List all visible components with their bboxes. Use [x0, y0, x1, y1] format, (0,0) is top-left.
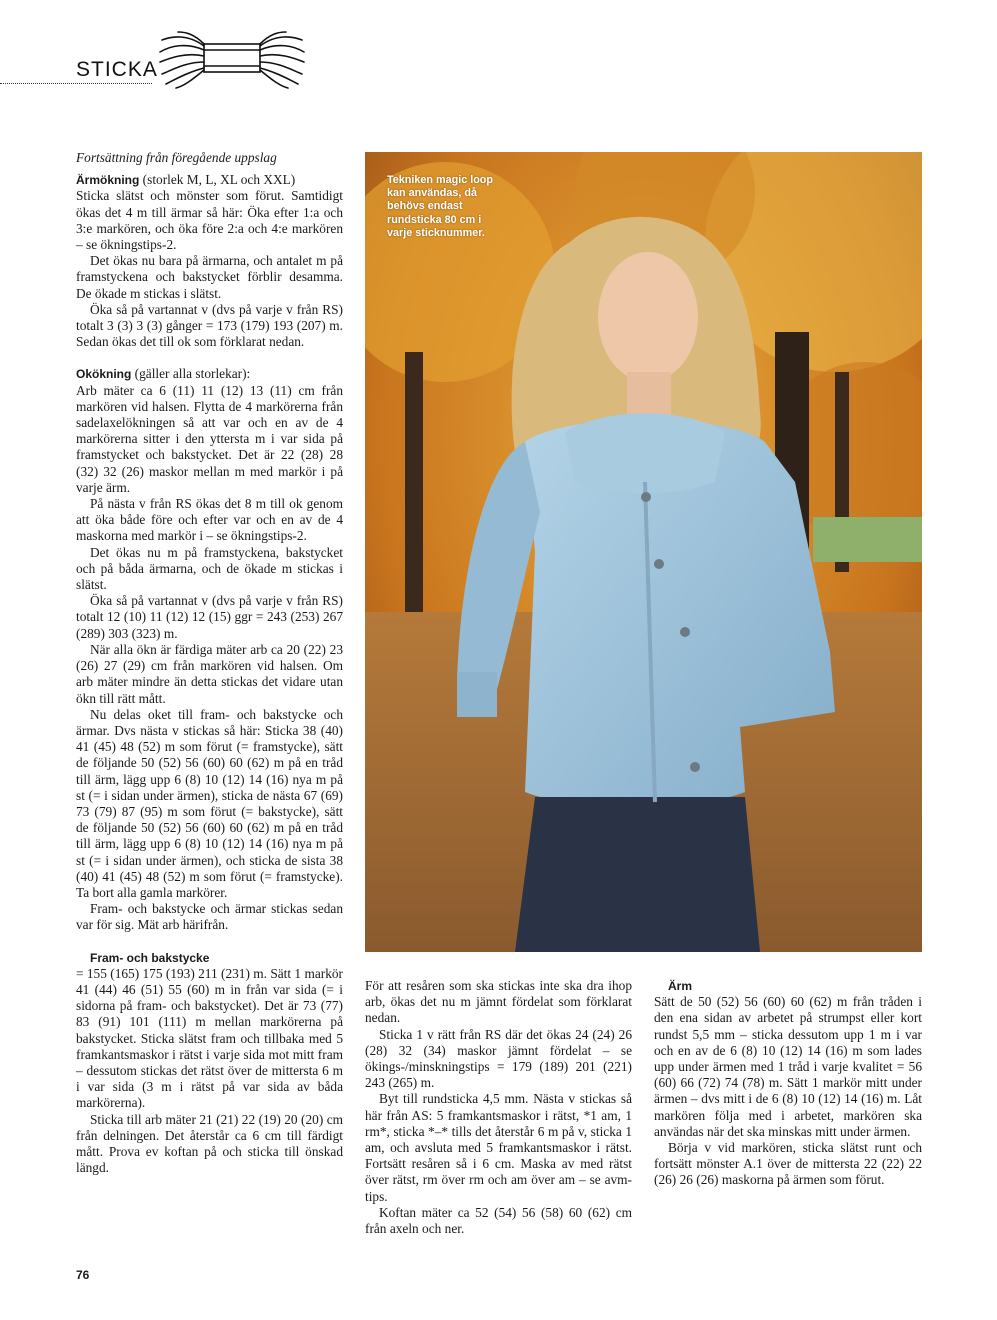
paragraph: Sätt de 50 (52) 56 (60) 60 (62) m från tråden i den ena sidan av arbetet på strumpst eller kort rundst 5,5 mm – sticka dessutom upp 1 m i var och en av de 6 (8) 10 (12) 14 (16) m som lades upp under ärmen med 1 tråd i varje kvalitet = 56 (60) 66 (72) 74 (78) m. Sätt 1 markör mitt under ärmen – dvs mitt i de 6 (8) 10 (12) 14 (16) m. Låt markören följa med i arbetet, markören ska användas när det ska minskas mitt under ärmen. [654, 994, 922, 1139]
text-column-1 [76, 150, 343, 1176]
heading-armokning: Ärmökning [76, 173, 140, 188]
text-column-2 [365, 978, 632, 1237]
model-photo [365, 152, 922, 952]
paragraph: Fram- och bakstycke och ärmar stickas sedan var för sig. Mät arb härifrån. [76, 901, 343, 933]
yarn-skein-icon [158, 30, 306, 90]
paragraph: Börja v vid markören, sticka slätst runt och fortsätt mönster A.1 över de mittersta 22 (22) 22 (26) 26 (26) maskorna på ärmen som förut. [654, 1140, 922, 1188]
heading-okokning: Okökning [76, 367, 132, 382]
paragraph: = 155 (165) 175 (193) 211 (231) m. Sätt 1 markör 41 (44) 46 (51) 55 (60) m in från var sida (= i sidorna på fram- och bakstycket). Det är 73 (77) 83 (91) 101 (111) m mellan markörerna på bakstycket. Sticka slätst fram och tillbaka med 5 framkantsmaskor i rätst i varje sida mot mitt fram – dessutom stickas det rätst över de mittersta 6 m i var sida (3 m i rätst på var sida av båda markörerna). [76, 965, 343, 1111]
page-number: 76 [76, 1268, 90, 1282]
paragraph: Koftan mäter ca 52 (54) 56 (58) 60 (62) cm från axeln och ner. [365, 1204, 632, 1237]
heading-arm: Ärm [668, 979, 693, 993]
paragraph: Det ökas nu bara på ärmarna, och antalet m på framstyckena och bakstycket förblir desamma. De ökade m stickas i slätst. [76, 253, 343, 301]
paragraph: Nu delas oket till fram- och bakstycke och ärmar. Dvs nästa v stickas så här: Sticka 38 (40) 41 (45) 48 (52) m som förut (= framstycke), sätt de följande 50 (52) 56 (60) 60 (62) m på en tråd till ärm, lägg upp 6 (8) 10 (12) 14 (16) nya m på st (= i sidan under ärmen), sticka de nästa 67 (69) 73 (79) 87 (95) m som förut (= bakstycke), sätt de följande 50 (52) 56 (60) 60 (62) m på en tråd till ärm, lägg upp 6 (8) 10 (12) 14 (16) nya m på st (= i sidan under ärmen), och sticka de sista 38 (40) 41 (45) 48 (52) m som förut (= framstycke). Ta bort alla gamla markörer. [76, 706, 343, 900]
paragraph: Sticka till arb mäter 21 (21) 22 (19) 20 (20) cm från delningen. Det återstår ca 6 cm till färdigt mått. Prova ev koftan på och sticka till önskad längd. [76, 1111, 343, 1176]
armokning-qualifier: (storlek M, L, XL och XXL) [139, 172, 296, 188]
photo-caption: Tekniken magic loop kan användas, då behövs endast rundsticka 80 cm i varje sticknummer. [387, 174, 493, 239]
paragraph: Öka så på vartannat v (dvs på varje v från RS) totalt 12 (10) 11 (12) 12 (15) ggr = 243 (253) 267 (289) 303 (323) m. [76, 593, 343, 641]
paragraph: När alla ökn är färdiga mäter arb ca 20 (22) 23 (26) 27 (29) cm från markören vid halsen. Om arb mäter mindre än detta stickas det vidare utan ökn till rätt mått. [76, 641, 343, 706]
photo-illustration [365, 152, 922, 952]
paragraph: För att resåren som ska stickas inte ska dra ihop arb, ökas det nu m jämnt fördelat som förklarat nedan. [365, 978, 632, 1026]
paragraph: Öka så på vartannat v (dvs på varje v från RS) totalt 3 (3) 3 (3) gånger = 173 (179) 193 (207) m. Sedan ökas det till ok som förklarat nedan. [76, 301, 343, 350]
heading-fram-bak: Fram- och bakstycke [90, 950, 210, 965]
page-header [0, 30, 320, 90]
paragraph: Sticka 1 v rätt från RS där det ökas 24 (24) 26 (28) 32 (34) maskor jämnt fördelat – se ökings-/minskningstips = 179 (189) 201 (221) 243 (265) m. [365, 1026, 632, 1091]
okokning-text: Arb mäter ca 6 (11) 11 (12) 13 (11) cm från markören vid halsen. Flytta de 4 markörerna från sadelaxelökningen så att var och en av de 4 markörerna sitter i den yttersta m i var sida på framstycket och bakstycket. Det är 22 (28) 28 (32) 32 (26) maskor mellan m med markör i på varje ärm. [76, 382, 343, 495]
section-label: STICKA [76, 58, 158, 81]
paragraph: Byt till rundsticka 4,5 mm. Nästa v stickas så här från AS: 5 framkantsmaskor i rätst, *1 am, 1 rm*, sticka *–* tills det återstår 6 m på v, sticka 1 am, och avsluta med 5 framkantsmaskor i rätst. Fortsätt resåren så i 6 cm. Maska av med rätst över rätst, rm över rm och am över am – se avm-tips. [365, 1091, 632, 1204]
okokning-qualifier: (gäller alla storlekar): [131, 366, 251, 382]
armokning-text: Sticka slätst och mönster som förut. Samtidigt ökas det 4 m till ärmar så här: Öka efter 1:a och 3:e markören, och öka före 2:a och 4:e markören – se ökningstips-2. [76, 188, 343, 253]
continuation-note: Fortsättning från föregående uppslag [76, 150, 277, 165]
header-dotted-rule [0, 83, 152, 84]
paragraph: Det ökas nu m på framstyckena, bakstycket och på båda ärmarna, och de ökade m stickas i slätst. [76, 544, 343, 593]
text-column-3 [654, 978, 922, 1189]
paragraph: På nästa v från RS ökas det 8 m till ok genom att öka både före och efter var och en av de 4 maskorna med markör i – se ökningstips-2. [76, 496, 343, 544]
